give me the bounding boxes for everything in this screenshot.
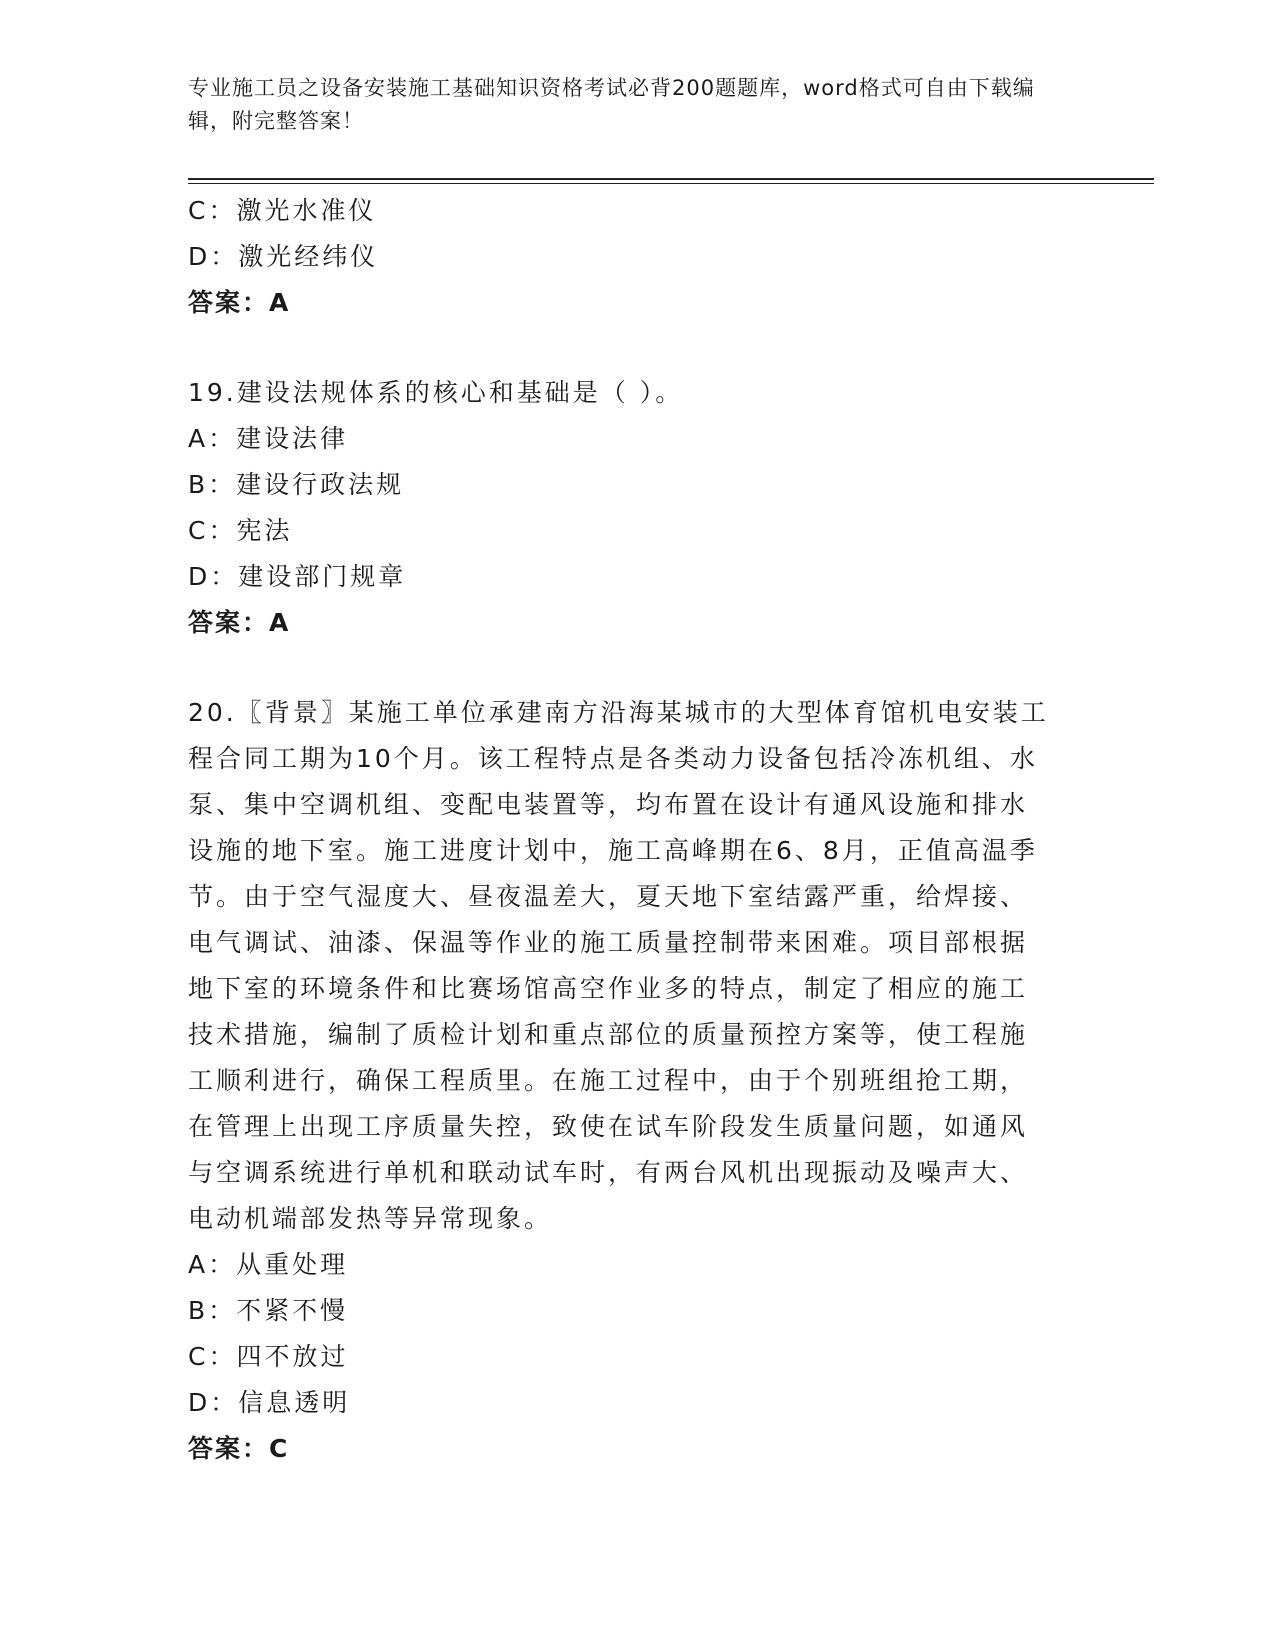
q20-question-line: 20.〖背景〗某施工单位承建南方沿海某城市的大型体育馆机电安装工 — [188, 698, 1049, 727]
q20-question-line: 与空调系统进行单机和联动试车时，有两台风机出现振动及噪声大、 — [188, 1158, 1029, 1187]
q19-question: 19.建设法规体系的核心和基础是（ ）。 — [188, 378, 684, 407]
q19-option-b: B：建设行政法规 — [188, 470, 405, 499]
q20-question — [188, 690, 1088, 1242]
q20-question-line: 节。由于空气湿度大、昼夜温差大，夏天地下室结露严重，给焊接、 — [188, 882, 1029, 911]
q18-option-c: C：激光水准仪 — [188, 196, 377, 225]
q20-question-line: 地下室的环境条件和比赛场馆高空作业多的特点，制定了相应的施工 — [188, 974, 1029, 1003]
q20-option-b: B：不紧不慢 — [188, 1296, 349, 1325]
q20-question-line: 在管理上出现工序质量失控，致使在试车阶段发生质量问题，如通风 — [188, 1112, 1029, 1141]
document-header: 专业施工员之设备安装施工基础知识资格考试必背200题题库，word格式可自由下载编辑，附完整答案！ — [188, 76, 1035, 133]
header-rule-thick — [188, 178, 1154, 180]
q20-question-line: 设施的地下室。施工进度计划中，施工高峰期在6、8月，正值高温季 — [188, 836, 1038, 865]
q20-question-line: 电动机端部发热等异常现象。 — [188, 1204, 553, 1233]
q20-option-a: A：从重处理 — [188, 1250, 349, 1279]
document-body — [188, 188, 1088, 1472]
q20-option-c: C：四不放过 — [188, 1342, 349, 1371]
q20-question-line: 程合同工期为10个月。该工程特点是各类动力设备包括冷冻机组、水 — [188, 744, 1038, 773]
q20-question-line: 电气调试、油漆、保温等作业的施工质量控制带来困难。项目部根据 — [188, 928, 1029, 957]
q19-option-c: C：宪法 — [188, 516, 293, 545]
q20-question-line: 泵、集中空调机组、变配电装置等，均布置在设计有通风设施和排水 — [188, 790, 1029, 819]
q20-answer: 答案：C — [188, 1434, 290, 1463]
q19-option-d: D：建设部门规章 — [188, 562, 407, 591]
q18-option-d: D：激光经纬仪 — [188, 242, 379, 271]
header-rule-thin — [188, 183, 1154, 184]
q20-question-line: 工顺利进行，确保工程质里。在施工过程中，由于个别班组抢工期， — [188, 1066, 1029, 1095]
q20-option-d: D：信息透明 — [188, 1388, 351, 1417]
q19-answer: 答案：A — [188, 608, 291, 637]
q20-question-line: 技术措施，编制了质检计划和重点部位的质量预控方案等，使工程施 — [188, 1020, 1029, 1049]
q19-option-a: A：建设法律 — [188, 424, 349, 453]
q18-answer: 答案：A — [188, 288, 291, 317]
